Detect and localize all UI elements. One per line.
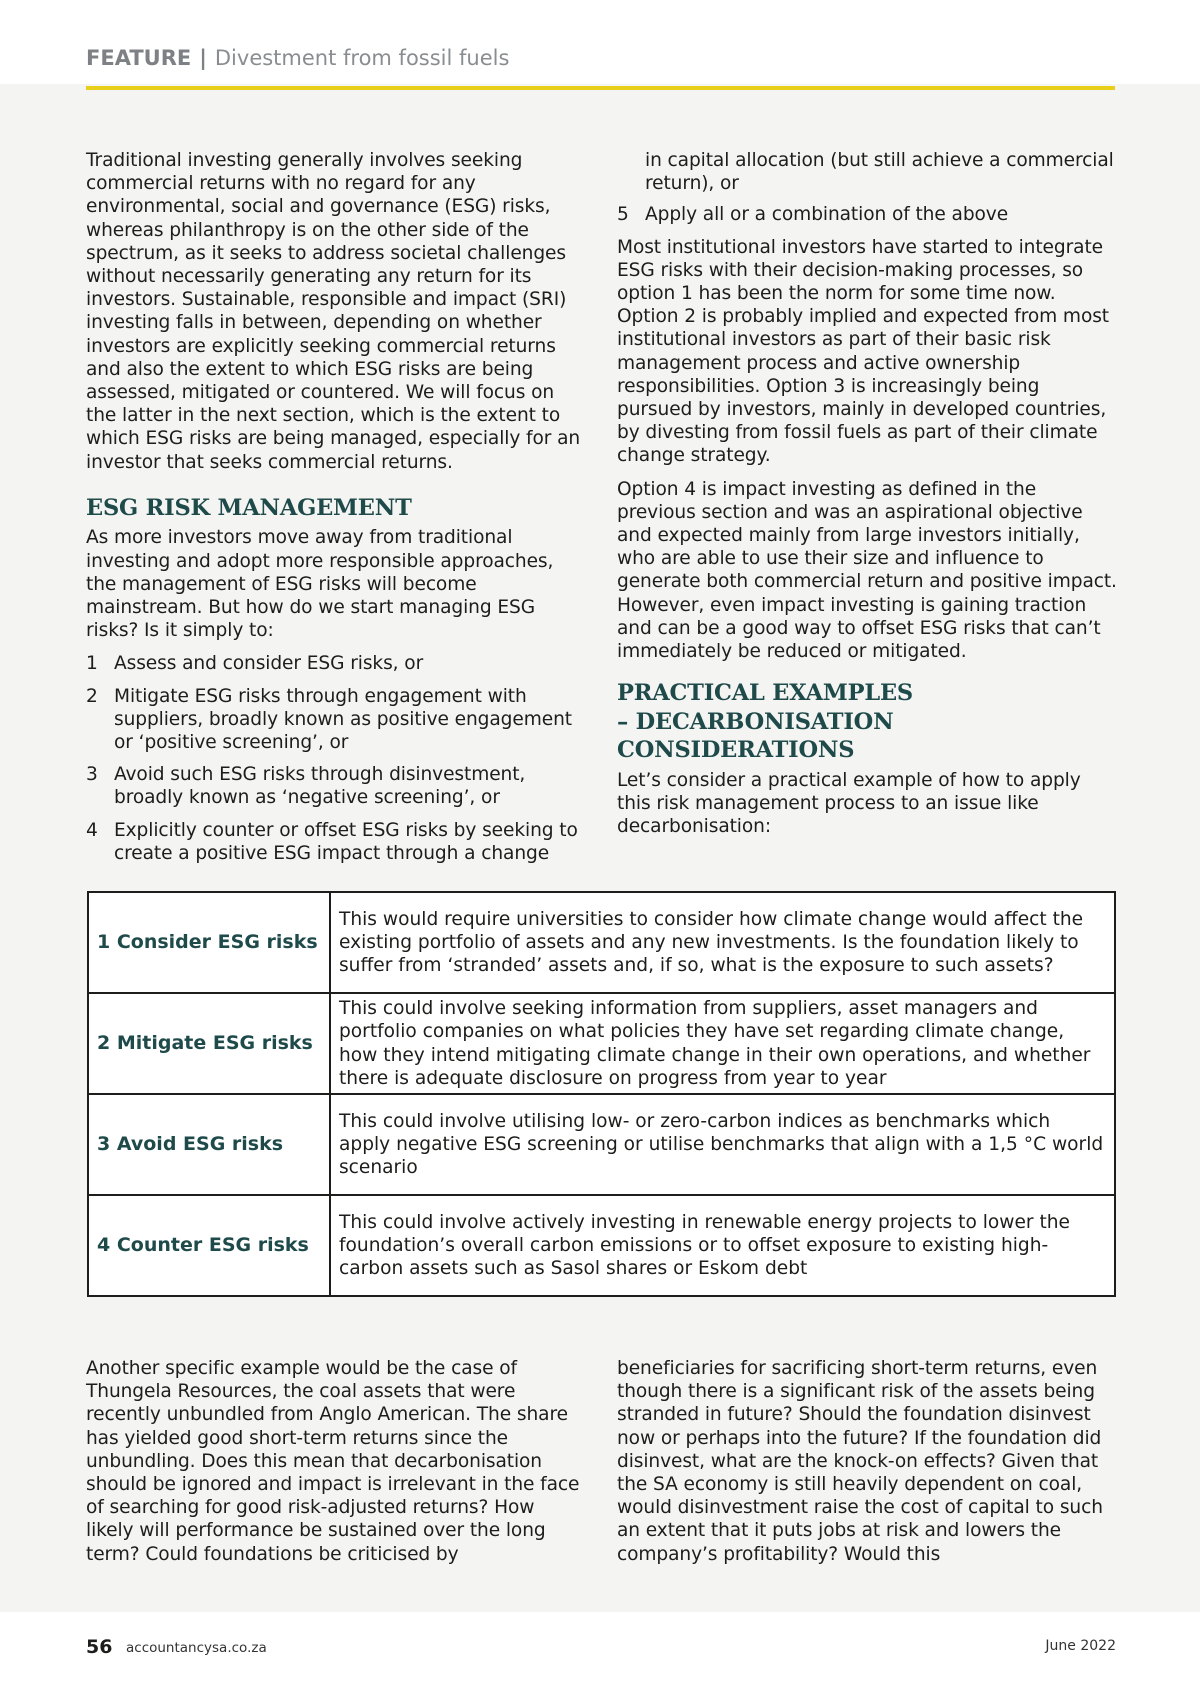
header-accent-rule	[86, 86, 1115, 90]
footer-website: accountancysa.co.za	[126, 1640, 267, 1656]
heading-line: CONSIDERATIONS	[617, 737, 855, 764]
page-number: 56	[86, 1636, 113, 1658]
list-item	[86, 652, 586, 675]
table-row-description: This could involve seeking information from suppliers, asset managers and portfolio companies on what policies they have set regarding climate change, how they intend mitigating climate change in their own operations, and whether there is adequate disclosure on progress from year to year	[330, 993, 1115, 1094]
paragraph-practical-example: Let’s consider a practical example of how to apply this risk management process to an issue like decarbonisation:	[617, 769, 1081, 838]
list-number: 3	[86, 764, 98, 786]
list-text: Assess and consider ESG risks, or	[114, 653, 424, 675]
right-column	[617, 149, 1117, 848]
list-item	[86, 819, 586, 865]
heading-practical-examples	[617, 679, 1117, 765]
esg-risk-table	[87, 891, 1116, 1297]
bottom-left-column	[86, 1357, 586, 1576]
footer-date: June 2022	[1045, 1638, 1116, 1654]
paragraph-thungela: Another specific example would be the case of Thungela Resources, the coal assets that were recently unbundled from Anglo American. The share has yielded good short-term returns since the unbundling. Does this mean that decarbonisation should be ignored and impact is irrelevant in the face of searching for good risk-adjusted returns? How likely will performance be sustained over the long term? Could foundations be criticised by	[86, 1358, 580, 1565]
table-row-label: 1 Consider ESG risks	[88, 892, 330, 993]
table-row-description: This would require universities to consider how climate change would affect the existing portfolio of assets and any new investments. Is the foundation likely to suffer from ‘stranded’ assets and, if so, what is the exposure to such assets?	[330, 892, 1115, 993]
list-item-4-continuation: in capital allocation (but still achieve a commercial return), or	[645, 150, 1114, 195]
options-list-continued	[617, 203, 1117, 226]
page-header-band	[0, 0, 1200, 84]
table-row-label: 3 Avoid ESG risks	[88, 1094, 330, 1195]
intro-paragraph: Traditional investing generally involves seeking commercial returns with no regard for any environmental, social and governance (ESG) risks, whereas philanthropy is on the other side of the spectrum, as it seeks to address societal challenges without necessarily generating any return for its investors. Sustainable, responsible and impact (SRI) investing falls in between, depending on whether investors are explicitly seeking commercial returns and also the extent to which ESG risks are being assessed, mitigated or countered. We will focus on the latter in the next section, which is the extent to which ESG risks are being managed, especially for an investor that seeks commercial returns.	[86, 150, 581, 473]
section-label: FEATURE	[86, 46, 192, 70]
list-item	[86, 763, 586, 809]
heading-line: PRACTICAL EXAMPLES	[617, 680, 913, 707]
options-list	[86, 652, 586, 865]
list-number: 2	[86, 685, 98, 707]
paragraph-institutional-investors: Most institutional investors have started to integrate ESG risks with their decision-making processes, so option 1 has been the norm for some time now. Option 2 is probably implied and expected from most institutional investors as part of their basic risk management process and active ownership responsibilities. Option 3 is increasingly being pursued by investors, mainly in developed countries, by divesting from fossil fuels as part of their climate change strategy.	[617, 236, 1109, 467]
paragraph-impact-investing: Option 4 is impact investing as defined in the previous section and was an aspirational objective and expected mainly from large investors initially, who are able to use their size and influence to generate both commercial return and positive impact. However, even impact investing is gaining traction and can be a good way to offset ESG risks that can’t immediately be reduced or mitigated.	[617, 478, 1117, 663]
running-header	[86, 46, 509, 70]
table-row	[88, 1195, 1115, 1296]
list-text: Apply all or a combination of the above	[645, 204, 1009, 226]
table-row	[88, 1094, 1115, 1195]
header-separator: |	[199, 46, 207, 70]
table-row-description: This could involve actively investing in renewable energy projects to lower the foundation’s overall carbon emissions or to offset exposure to existing high-carbon assets such as Sasol shares or Eskom debt	[330, 1195, 1115, 1296]
lead-paragraph: As more investors move away from traditional investing and adopt more responsible approaches, the management of ESG risks will become mainstream. But how do we start managing ESG risks? Is it simply to:	[86, 527, 554, 642]
heading-esg-risk-management: ESG RISK MANAGEMENT	[86, 494, 412, 521]
table-row-label: 2 Mitigate ESG risks	[88, 993, 330, 1094]
list-text: Avoid such ESG risks through disinvestment, broadly known as ‘negative screening’, or	[114, 764, 526, 809]
list-number: 1	[86, 653, 98, 675]
list-item	[617, 203, 1117, 226]
left-column	[86, 149, 586, 874]
list-text: Mitigate ESG risks through engagement with suppliers, broadly known as positive engagement or ‘positive screening’, or	[114, 685, 572, 753]
section-topic: Divestment from fossil fuels	[214, 46, 510, 70]
list-text: Explicitly counter or offset ESG risks by seeking to create a positive ESG impact through a change	[114, 819, 578, 864]
list-item	[86, 685, 586, 755]
list-number: 5	[617, 204, 629, 226]
table-row-description: This could involve utilising low- or zero-carbon indices as benchmarks which apply negative ESG screening or utilise benchmarks that align with a 1,5 °C world scenario	[330, 1094, 1115, 1195]
table-row-label: 4 Counter ESG risks	[88, 1195, 330, 1296]
heading-line: – DECARBONISATION	[617, 708, 894, 735]
table-row	[88, 892, 1115, 993]
list-number: 4	[86, 819, 98, 841]
table-row	[88, 993, 1115, 1094]
bottom-right-column	[617, 1357, 1117, 1576]
paragraph-beneficiaries: beneficiaries for sacrificing short-term returns, even though there is a significant risk of the assets being stranded in future? Should the foundation disinvest now or perhaps into the future? If the foundation did disinvest, what are the knock-on effects? Given that the SA economy is still heavily dependent on coal, would disinvestment raise the cost of capital to such an extent that it puts jobs at risk and lowers the company’s profitability? Would this	[617, 1358, 1103, 1565]
